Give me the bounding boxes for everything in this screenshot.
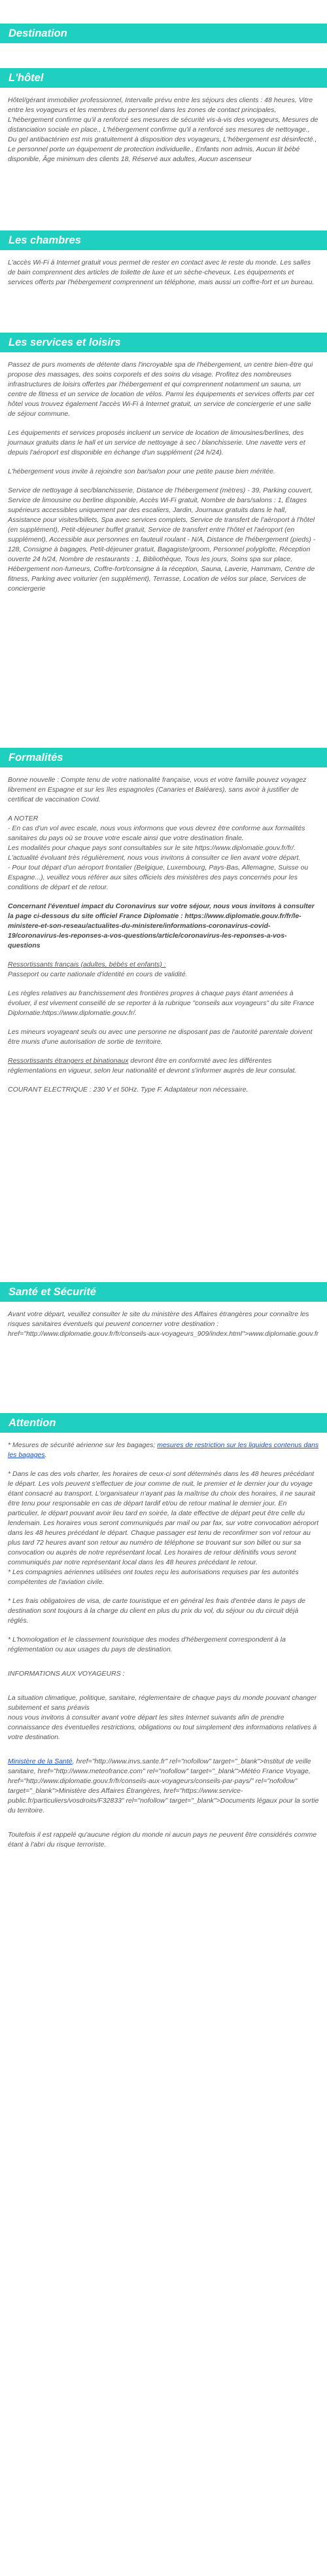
services-paragraph-3: L'hébergement vous invite à rejoindre son bar/salon pour une petite pause bien méritée. [8,468,275,475]
formalites-coronavirus-notice: Concernant l'éventuel impact du Coronavirus sur votre séjour, nous vous invitons à consulter la page ci-dessous du site officiel France Diplomatie : https://www.diplomatie.gouv.fr/fr/le-ministere-et-son-reseau/actualites-du-ministere/informations-coronavirus-covid-19/coronavirus-les-reponses-a-vos-questions/article/coronavirus-les-reponses-a-vos-questions [8,902,315,949]
liquids-restriction-link[interactable]: mesures de restriction sur les liquides contenus dans les bagages [8,1441,319,1459]
formalites-note-body: - En cas d'un vol avec escale, nous vous informons que vous devrez être conforme aux formalités sanitaires du pays où se trouve votre escale ainsi que votre destination finale. Les modalités pour chaque pays sont consultables sur le site https://www.diplomatie.gouv.fr/fr/. L'actualité évoluant très régulièrement, nous vous invitons à consulter ce lien avant votre départ. - Pour tout départ d'un aéroport frontalier (Belgique, Luxembourg, Pays-Bas, Allemagne, Suisse ou Espagne...), veuillez vous référer aux sites officiels des ministères des pays concernés pour les conditions de départ et de retour. [8,824,309,891]
destination-header: Destination [0,24,327,43]
services-header: Les services et loisirs [0,333,327,352]
chambres-section [0,230,327,297]
hotel-description: Hôtel/gérant immobilier professionnel, Intervalle prévu entre les séjours des clients : 48 heures, Vitre entre les voyageurs et les membres du personnel dans les zones de contact principales, L'hébergement confirme qu'il a renforcé ses mesures de sécurité vis-à-vis des voyageurs, Mesures de distanciation sociale en place., L'hébergement confirme qu'il a renforcé ses mesures de nettoyage., Du gel antibactérien est mis gratuitement à disposition des voyageurs, L'hébergement est désinfecté., Le personnel porte un équipement de protection individuelle., Enfants non admis, Aucun lit bébé disponible, Âge minimum des clients 18, Réservé aux adultes, Aucun ascenseur [8,96,318,163]
attention-travelers-info-heading: INFORMATIONS AUX VOYAGEURS : [8,1670,125,1678]
formalites-french-citizens [8,960,319,980]
formalites-header: Formalités [0,748,327,767]
sante-section [0,1282,327,1348]
services-paragraph-4: Service de nettoyage à sec/blanchisserie, Distance de l'hébergement (mètres) - 39, Parking couvert, Service de limousine ou berline disponible, Accès Wi-Fi gratuit, Nombre de bars/salons : 1, Étages supérieurs accessibles uniquement par des escaliers, Jardin, Journaux gratuits dans le hall, Assistance pour visites/billets, Spa avec services complets, Service de transfert de l'aéroport à l'hôtel (en supplément), Petit-déjeuner buffet gratuit, Service de transfert entre l'hôtel et l'aéroport (en supplément), Accessible aux personnes en fauteuil roulant - N/A, Distance de l'hébergement (pieds) - 128, Consigne à bagages, Petit-déjeuner gratuit, Bagagiste/groom, Personnel polyglotte, Réception ouverte 24 h/24, Nombre de restaurants : 1, Bibliothèque, Tous les jours, Soins spa sur place, Hébergement non-fumeurs, Coffre-fort/consigne à la réception, Sauna, Laverie, Hammam, Centre de fitness, Parking avec voiturier (en supplément), Terrasse, Location de vélos sur place, Services de conciergerie [8,487,316,593]
hotel-header: L'hôtel [0,68,327,88]
security-measures-text: * Mesures de sécurité aérienne sur les bagages; [8,1441,158,1449]
sante-header: Santé et Sécurité [0,1282,327,1302]
services-paragraph-1: Passez de purs moments de détente dans l'incroyable spa de l'hébergement, un centre bien-être qui propose des massages, des soins corporels et des soins du visage. Profitez des nombreuses infrastructures de loisirs offertes par l'hébergement et qui comprennent notamment un sauna, un centre de fitness et un service de location de vélos. Parmi les équipements et services offerts par cet hôtel vous trouvez également l'accès Wi-Fi à Internet gratuit, un service de conciergerie et une salle de séjour commune. [8,361,315,418]
formalites-minors: Les mineurs voyageant seuls ou avec une personne ne disposant pas de l'autorité parentale doivent être munis d'une autorisation de sortie de territoire. [8,1028,313,1046]
destination-section [0,24,327,43]
formalites-border-rules: Les règles relatives au franchissement des frontières propres à chaque pays étant amenées à évoluer, il est vivement conseillé de se reporter à la rubrique "conseils aux voyageurs" du site France Diplomatie:https://www.diplomatie.gouv.fr/. [8,989,315,1017]
attention-header: Attention [0,1413,327,1433]
attention-accommodation-rating: * L'homologation et le classement touristique des modes d'hébergement correspondent à la réglementation ou aux usages du pays de destination. [8,1636,286,1653]
chambres-description: L'accès Wi-Fi à Internet gratuit vous permet de rester en contact avec le reste du monde. Les salles de bain comprennent des articles de toilette de luxe et un sèche-cheveux. Les équipements et services offerts par l'hébergement comprennent un téléphone, mais aussi un coffre-fort et un bureau. [8,259,315,286]
attention-security-measures [8,1441,319,1460]
attention-official-links [8,1757,319,1816]
attention-section [0,1413,327,1859]
attention-terrorism-risk: Toutefois il est rappelé qu'aucune région du monde ni aucun pays ne peuvent être considérés comme étant à l'abri du risque terroriste. [8,1831,317,1849]
hotel-section [0,68,327,174]
chambres-header: Les chambres [0,230,327,250]
ministry-health-link[interactable]: Ministère de la Santé [8,1757,73,1765]
foreigners-label: Ressortissants étrangers et binationaux [8,1057,129,1065]
sante-description: Avant votre départ, veuillez consulter le site du ministère des Affaires étrangères pour connaître les risques sanitaires éventuels qui peuvent concerner votre destination : href="http://www.diplomatie.gouv.fr/fr/conseils-aux-voyageurs_909/index.html">www.diplomatie.gouv.fr [8,1310,319,1338]
formalites-note-heading: A NOTER [8,815,39,822]
security-measures-end: . [44,1451,47,1459]
attention-visa-fees: * Les frais obligatoires de visa, de carte touristique et en général les frais d'entrée dans le pays de destination sont toujours à la charge du client en plus du prix du vol, du séjour ou du circuit déjà réglés. [8,1597,305,1625]
formalites-paragraph-1: Bonne nouvelle : Compte tenu de votre nationalité française, vous et votre famille pouvez voyagez librement en Espagne et sur les îles espagnoles (Canaries et Baléares), sans avoir à justifier de certificat de vaccination Covid. [8,776,307,803]
formalites-section [0,748,327,1104]
formalites-foreigners [8,1056,319,1076]
attention-charter-flights: * Dans le cas des vols charter, les horaires de ceux-ci sont déterminés dans les 48 heures précédant le départ. Les vols peuvent s'effectuer de jour comme de nuit, le premier et le dernier jour du voyage étant consacré au transport. L'organisateur n'ayant pas la maîtrise du choix des horaires, il ne saurait être tenu pour responsable en cas de départ tardif et/ou de retour matinal le dernier jour. En particulier, le départ pouvant avoir lieu tard en soirée, la date effective de départ peut être celle du lendemain. Les horaires vous seront communiqués par mail ou par fax, sur votre convocation aéroport dans les 48 heures précédant le départ. Chaque passager est tenu de reconfirmer son vol retour au plus tard 72 heures avant son retour au numéro de téléphone se trouvant sur son billet ou sur sa convocation ou auprès de notre représentant local. Les horaires de retour définitifs vous seront communiqués par notre représentant local dans les 48 heures précédant le retour. * Les compagnies aériennes utilisées ont toutes reçu les autorisations requises par les autorités compétentes de l'aviation civile. [8,1470,319,1586]
foreigners-text: devront être en conformité avec les différentes réglementations en vigueur, selon leur nationalité et devront s'informer auprès de leur consulat. [8,1057,297,1075]
french-citizens-label: Ressortissants français (adultes, bébés et enfants) : [8,961,166,968]
services-paragraph-2: Les équipements et services proposés incluent un service de location de limousines/berlines, des journaux gratuits dans le hall et un service de nettoyage à sec / blanchisserie. Une navette vers et depuis l'aéroport est disponible en échange d'un supplément (24 h/24). [8,429,305,456]
french-citizens-text: Passeport ou carte nationale d'identité en cours de validité. [8,970,188,978]
formalites-electric-current: COURANT ELECTRIQUE : 230 V et 50Hz. Type F. Adaptateur non nécessaire. [8,1086,249,1094]
attention-travelers-info: La situation climatique, politique, sanitaire, réglementaire de chaque pays du monde pouvant changer subitement et sans préavis nous vous invitons à consulter avant votre départ les sites Internet suivants afin de prendre connaissance des éventuelles restrictions, obligations ou tout simplement des informations relatives à votre destination. [8,1694,317,1741]
official-links-text: , href="http://www.invs.sante.fr" rel="nofollow" target="_blank">Institut de veille sanitaire, href="http://www.meteofrance.com" rel="nofollow" target="_blank">Météo France Voyage, href="http://www.diplomatie.gouv.fr/fr/conseils-aux-voyageurs/conseils-par-pays/" rel="nofollow" target="_blank">Ministère des Affaires Étrangères, href="https://www.service-public.fr/particuliers/vosdroits/F32833" rel="nofollow" target="_blank">Documents légaux pour la sortie du territoire. [8,1757,319,1814]
services-section [0,333,327,603]
